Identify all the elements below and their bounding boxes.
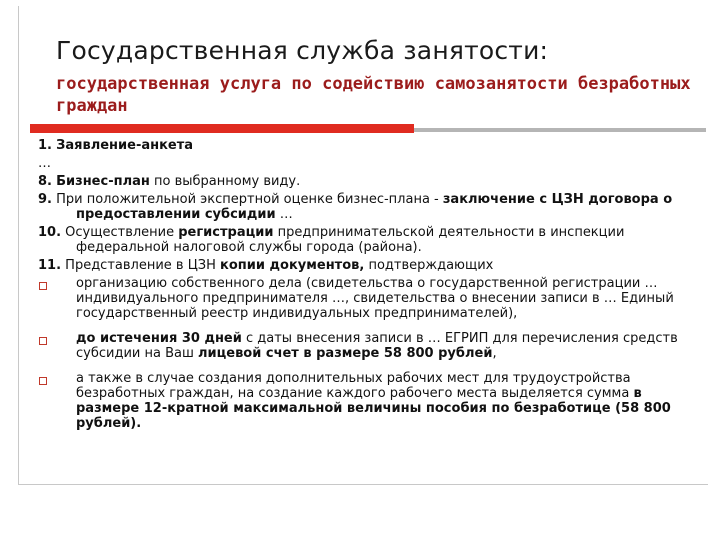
bullet-item-3 — [38, 371, 706, 431]
item-number: 1. — [38, 138, 52, 153]
item-number: 8. — [38, 174, 52, 189]
item-8 — [38, 174, 706, 189]
item-text: При положительной экспертной оценке бизнес-плана - — [51, 192, 443, 207]
bullet-text: а также в случае создания дополнительных рабочих мест для трудоустройства безработных граждан, на создание каждого рабочего места выделяется сумма — [76, 371, 634, 401]
frame-bottom-border — [18, 484, 708, 485]
bullet-text: , — [492, 346, 497, 361]
item-bold-text: Заявление-анкета — [56, 138, 194, 153]
item-10 — [38, 225, 706, 255]
square-bullet-icon — [39, 337, 47, 345]
bullet-bold-text: лицевой счет в размере 58 800 рублей — [197, 346, 493, 361]
item-bold-text: Бизнес-план — [56, 174, 150, 189]
slide-subtitle: государственная услуга по содействию самозанятости безработных граждан — [56, 74, 691, 116]
bullet-text: с даты внесения записи в … ЕГРИП для перечисления средств субсидии на Ваш — [76, 331, 678, 361]
item-bold-text: заключение с ЦЗН договора о предоставлении субсидии — [76, 192, 673, 222]
bullet-bold-text: в размере 12-кратной максимальной величины пособия по безработице (58 800 рублей). — [76, 386, 671, 431]
frame-left-border — [18, 6, 19, 484]
square-bullet-icon — [39, 282, 47, 290]
item-number: 10. — [38, 225, 62, 240]
item-text: по выбранному виду. — [149, 174, 301, 189]
item-text: … — [275, 207, 293, 222]
square-bullet-icon — [39, 377, 47, 385]
item-bold-text: копии документов, — [220, 258, 365, 273]
bullet-text: организацию собственного дела (свидетельства о государственной регистрации … индивидуального предпринимателя …, свидетельства о внесении записи в … Единый государственный реестр индивидуальных предпринимателей), — [76, 276, 674, 321]
bullet-bold-text: до истечения 30 дней — [76, 331, 242, 346]
item-number: 9. — [38, 192, 52, 207]
item-1 — [38, 138, 706, 153]
item-ellipsis: … — [38, 156, 51, 171]
item-text: подтверждающих — [364, 258, 494, 273]
item-11 — [38, 258, 706, 273]
slide-title: Государственная служба занятости: — [56, 36, 549, 65]
slide-body — [38, 138, 706, 431]
item-number: 11. — [38, 258, 62, 273]
item-text: Осуществление — [61, 225, 179, 240]
item-text: Представление в ЦЗН — [61, 258, 221, 273]
item-bold-text: регистрации — [178, 225, 274, 240]
divider-red — [30, 124, 414, 133]
item-text: предпринимательской деятельности в инспекции федеральной налоговой службы города (района). — [76, 225, 625, 255]
bullet-item-2 — [38, 331, 706, 361]
bullet-item-1 — [38, 276, 706, 321]
item-9 — [38, 192, 706, 222]
